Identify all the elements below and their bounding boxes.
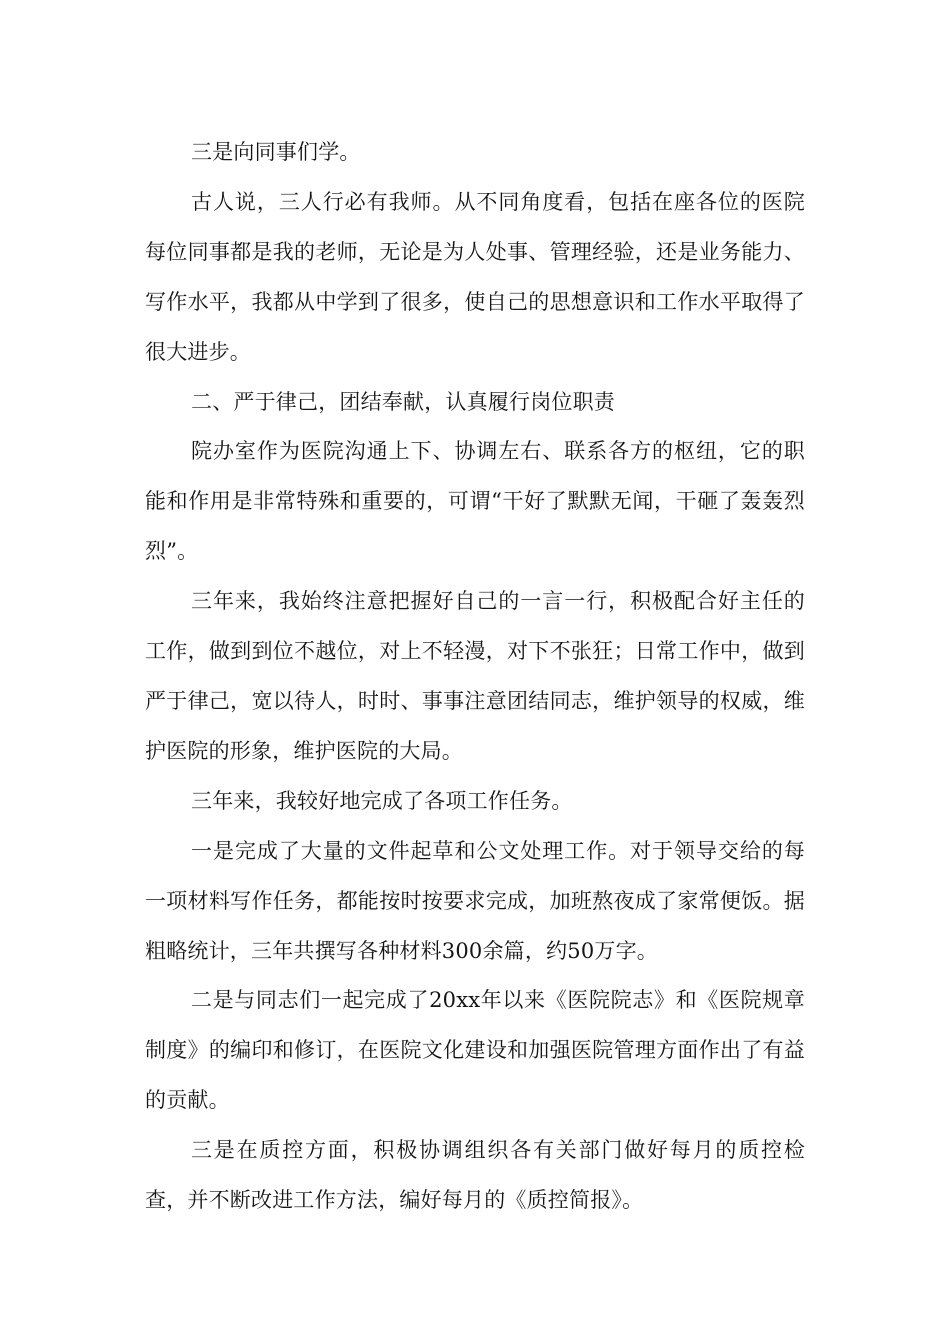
paragraph-office-role: 院办室作为医院沟通上下、协调左右、联系各方的枢纽，它的职能和作用是非常特殊和重要的，可谓“干好了默默无闻，干砸了轰轰烈烈”。 bbox=[145, 439, 805, 564]
document-body bbox=[145, 128, 805, 1226]
paragraph-quality-control: 三是在质控方面，积极协调组织各有关部门做好每月的质控检查，并不断改进工作方法，编好每月的《质控简报》。 bbox=[145, 1138, 805, 1213]
paragraph-tasks-intro: 三年来，我较好地完成了各项工作任务。 bbox=[191, 788, 573, 813]
section-heading-self-discipline: 二、严于律己，团结奉献，认真履行岗位职责 bbox=[191, 389, 615, 414]
paragraph-learn-from-colleagues: 三是向同事们学。 bbox=[191, 140, 361, 164]
paragraph-hospital-records: 二是与同志们一起完成了20xx年以来《医院院志》和《医院规章制度》的编印和修订，在医院文化建设和加强医院管理方面作出了有益的贡献。 bbox=[145, 988, 805, 1113]
paragraph-ancient-saying: 古人说，三人行必有我师。从不同角度看，包括在座各位的医院每位同事都是我的老师，无论是为人处事、管理经验，还是业务能力、写作水平，我都从中学到了很多，使自己的思想意识和工作水平取得了很大进步。 bbox=[145, 189, 805, 364]
paragraph-conduct: 三年来，我始终注意把握好自己的一言一行，积极配合好主任的工作，做到到位不越位，对上不轻漫，对下不张狂；日常工作中，做到严于律己，宽以待人，时时、事事注意团结同志，维护领导的权威，维护医院的形象，维护医院的大局。 bbox=[145, 589, 805, 763]
paragraph-drafting-work: 一是完成了大量的文件起草和公文处理工作。对于领导交给的每一项材料写作任务，都能按时按要求完成，加班熬夜成了家常便饭。据粗略统计，三年共撰写各种材料300余篇，约50万字。 bbox=[145, 838, 805, 963]
